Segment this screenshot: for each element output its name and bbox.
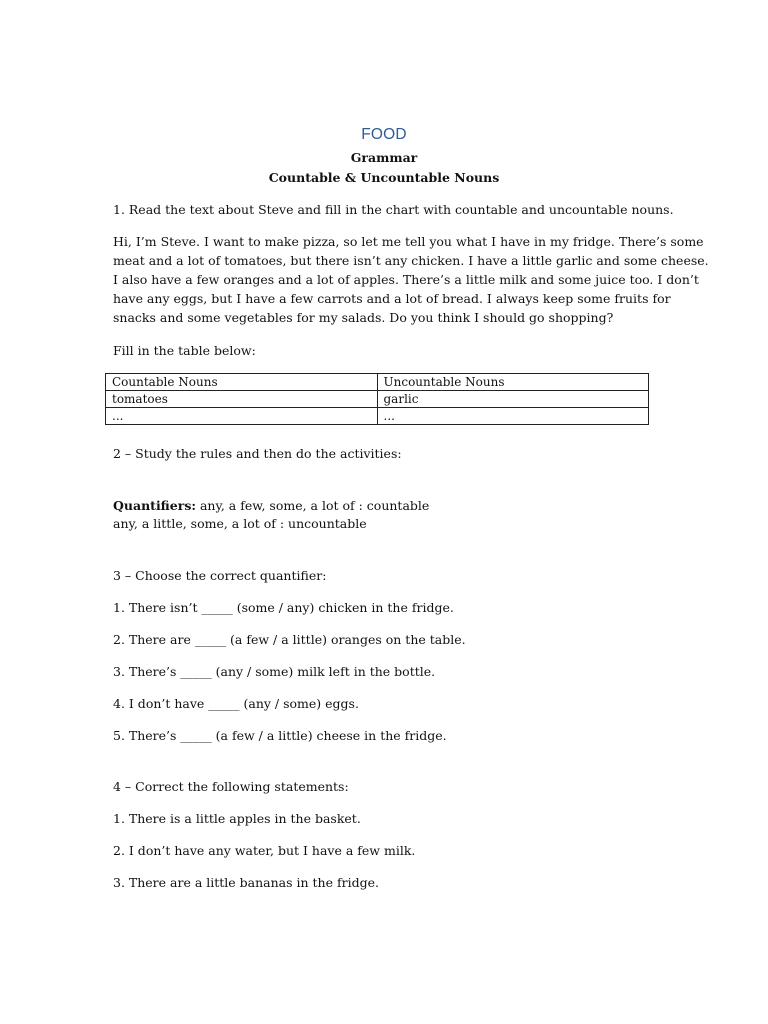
table-row	[106, 408, 649, 425]
steve-text-line: snacks and some vegetables for my salads. Do you think I should go shopping?	[113, 310, 614, 325]
table-cell: tomatoes	[106, 391, 378, 408]
page-title: FOOD	[361, 126, 407, 143]
worksheet-page	[112, 0, 709, 1024]
section2-instruction: 2 – Study the rules and then do the activities:	[113, 446, 402, 461]
subtitle-grammar: Grammar	[350, 150, 418, 165]
quantifiers-label: Quantifiers:	[113, 498, 196, 513]
steve-text	[113, 232, 709, 327]
steve-text-line: Hi, I’m Steve. I want to make pizza, so let me tell you what I have in my fridge. There’s some	[113, 234, 704, 249]
header-countable: Countable Nouns	[106, 374, 378, 391]
exercise-item: 4. I don’t have _____ (any / some) eggs.	[113, 696, 359, 711]
quantifiers-countable: any, a few, some, a lot of : countable	[195, 498, 430, 513]
table-cell: garlic	[377, 391, 649, 408]
table-header-row	[106, 374, 649, 391]
table-cell: ...	[106, 408, 378, 425]
correction-item: 2. I don’t have any water, but I have a few milk.	[113, 843, 416, 858]
steve-text-line: meat and a lot of tomatoes, but there isn’t any chicken. I have a little garlic and some cheese.	[113, 253, 709, 268]
quantifiers-countable-line	[113, 496, 429, 515]
correction-item: 3. There are a little bananas in the fridge.	[113, 875, 379, 890]
table-prompt: Fill in the table below:	[113, 343, 256, 358]
steve-text-line: I also have a few oranges and a lot of apples. There’s a little milk and some juice too. I don’t	[113, 272, 699, 287]
correction-item: 1. There is a little apples in the basket.	[113, 811, 361, 826]
table-row	[106, 391, 649, 408]
exercise-item: 1. There isn’t _____ (some / any) chicken in the fridge.	[113, 600, 454, 615]
steve-text-line: have any eggs, but I have a few carrots and a lot of bread. I always keep some fruits for	[113, 291, 671, 306]
exercise-item: 5. There’s _____ (a few / a little) cheese in the fridge.	[113, 728, 447, 743]
header-uncountable: Uncountable Nouns	[377, 374, 649, 391]
quantifiers-uncountable: any, a little, some, a lot of : uncountable	[113, 516, 367, 531]
section3-instruction: 3 – Choose the correct quantifier:	[113, 568, 327, 583]
subtitle-topic: Countable & Uncountable Nouns	[268, 170, 500, 185]
exercise-item: 3. There’s _____ (any / some) milk left in the bottle.	[113, 664, 436, 679]
section4-instruction: 4 – Correct the following statements:	[113, 779, 349, 794]
exercise-item: 2. There are _____ (a few / a little) oranges on the table.	[113, 632, 466, 647]
nouns-table	[105, 373, 649, 425]
section1-instruction: 1. Read the text about Steve and fill in the chart with countable and uncountable nouns.	[113, 202, 674, 217]
table-cell: ...	[377, 408, 649, 425]
